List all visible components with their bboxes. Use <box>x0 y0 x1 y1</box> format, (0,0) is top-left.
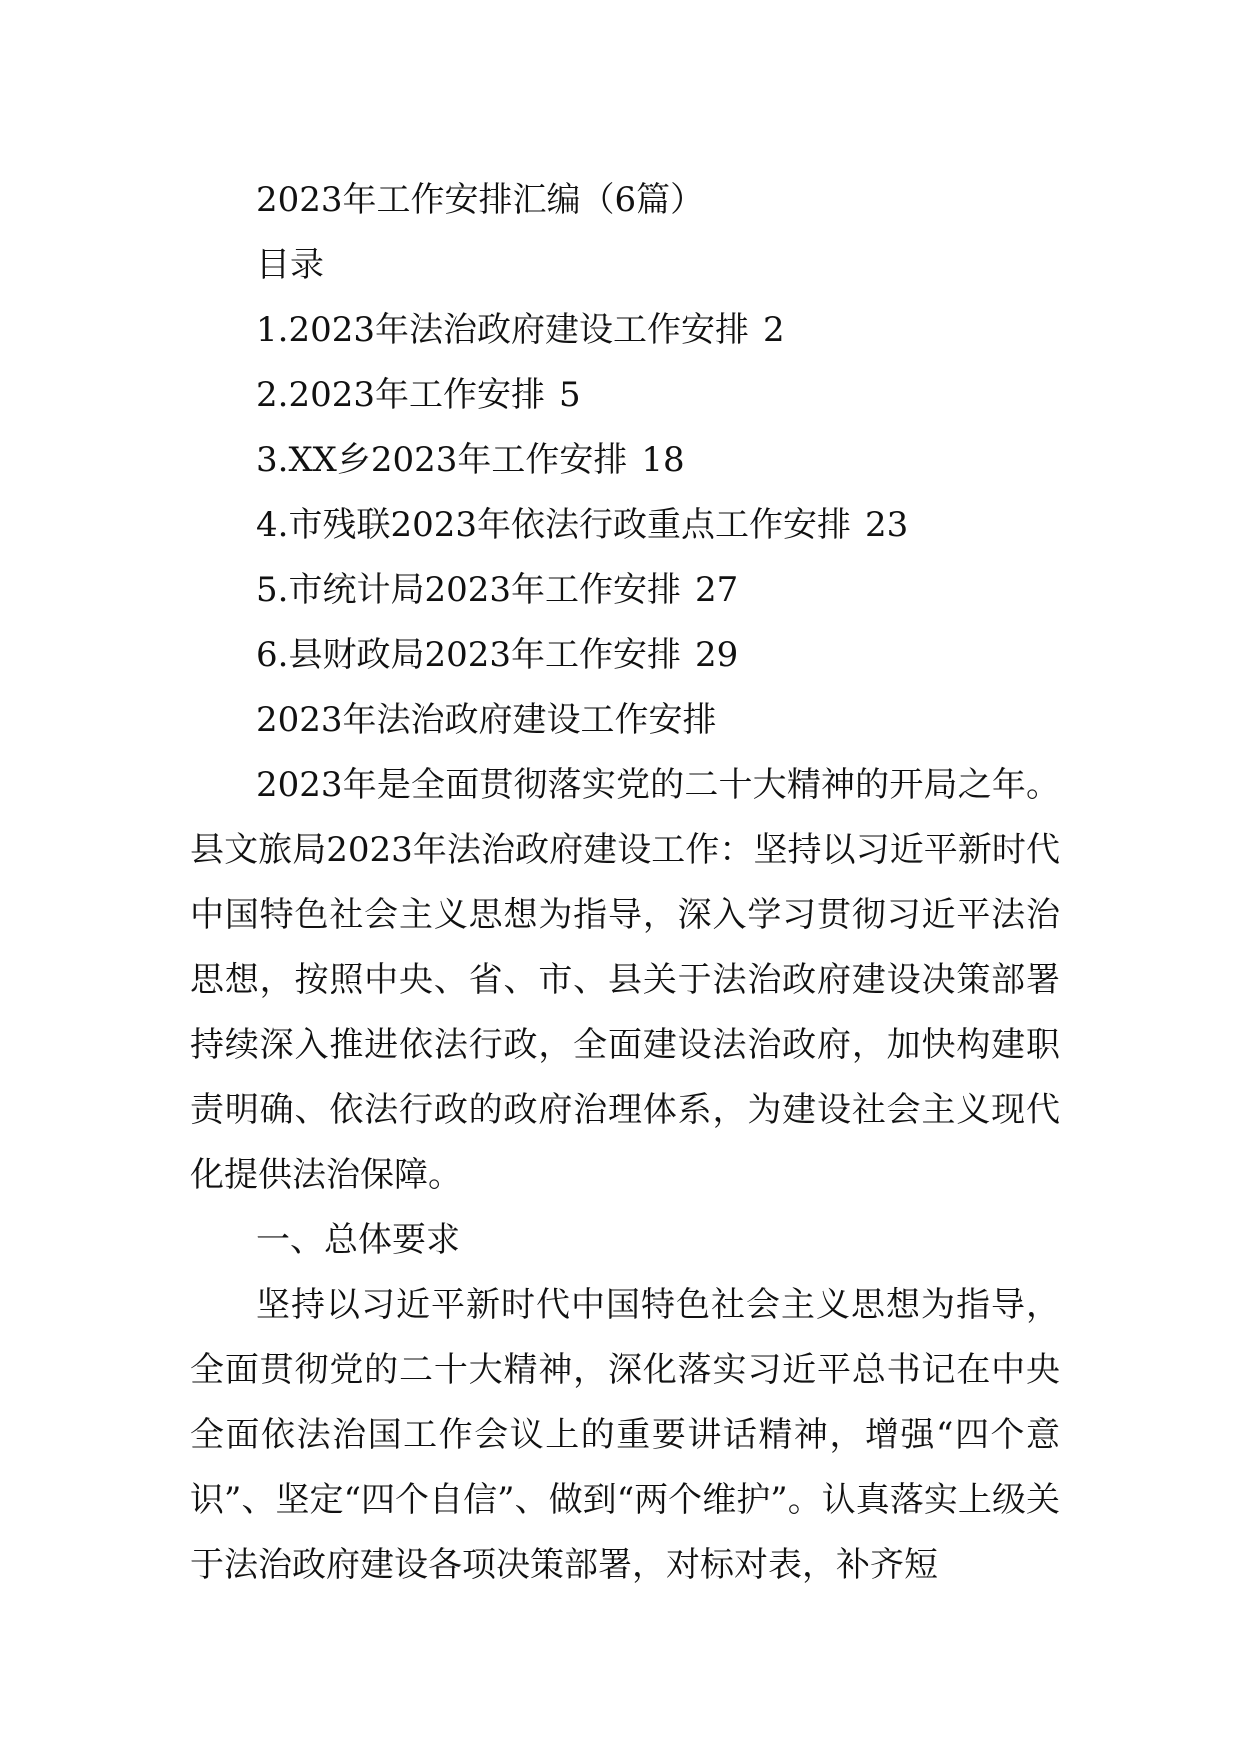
toc-item[interactable] <box>190 428 1060 493</box>
toc-item-page: 5 <box>558 375 581 415</box>
toc-item[interactable] <box>190 623 1060 688</box>
toc-item-page: 27 <box>694 570 739 610</box>
toc-item-label: 2.2023年工作安排 <box>256 375 545 415</box>
table-of-contents <box>190 298 1060 688</box>
toc-item-page: 2 <box>762 310 785 350</box>
toc-item-page: 18 <box>641 440 685 480</box>
compilation-title: 2023年工作安排汇编（6篇） <box>256 180 705 220</box>
section-heading: 一、总体要求 <box>256 1220 460 1260</box>
toc-heading: 目录 <box>256 245 324 285</box>
toc-item-label: 3.XX乡2023年工作安排 <box>256 440 628 480</box>
toc-item-label: 5.市统计局2023年工作安排 <box>256 570 681 610</box>
toc-item-label: 6.县财政局2023年工作安排 <box>256 635 681 675</box>
document-body <box>190 168 1060 1598</box>
toc-item-label: 1.2023年法治政府建设工作安排 <box>256 310 749 350</box>
intro-paragraph: 2023年是全面贯彻落实党的二十大精神的开局之年。县文旅局2023年法治政府建设工作：坚持以习近平新时代中国特色社会主义思想为指导，深入学习贯彻习近平法治思想，按照中央、省、市、县关于法治政府建设决策部署持续深入推进依法行政，全面建设法治政府，加快构建职责明确、依法行政的政府治理体系，为建设社会主义现代化提供法治保障。 <box>190 765 1060 1195</box>
toc-item[interactable] <box>190 558 1060 623</box>
toc-item[interactable] <box>190 363 1060 428</box>
toc-item-page: 29 <box>694 635 739 675</box>
toc-item[interactable] <box>190 493 1060 558</box>
article-title: 2023年法治政府建设工作安排 <box>256 700 717 740</box>
toc-item-label: 4.市残联2023年依法行政重点工作安排 <box>256 505 851 545</box>
toc-item-page: 23 <box>864 505 909 545</box>
body-paragraph: 坚持以习近平新时代中国特色社会主义思想为指导，全面贯彻党的二十大精神，深化落实习近平总书记在中央全面依法治国工作会议上的重要讲话精神，增强“四个意识”、坚定“四个自信”、做到“两个维护”。认真落实上级关于法治政府建设各项决策部署，对标对表，补齐短 <box>190 1285 1060 1585</box>
toc-item[interactable] <box>190 298 1060 363</box>
